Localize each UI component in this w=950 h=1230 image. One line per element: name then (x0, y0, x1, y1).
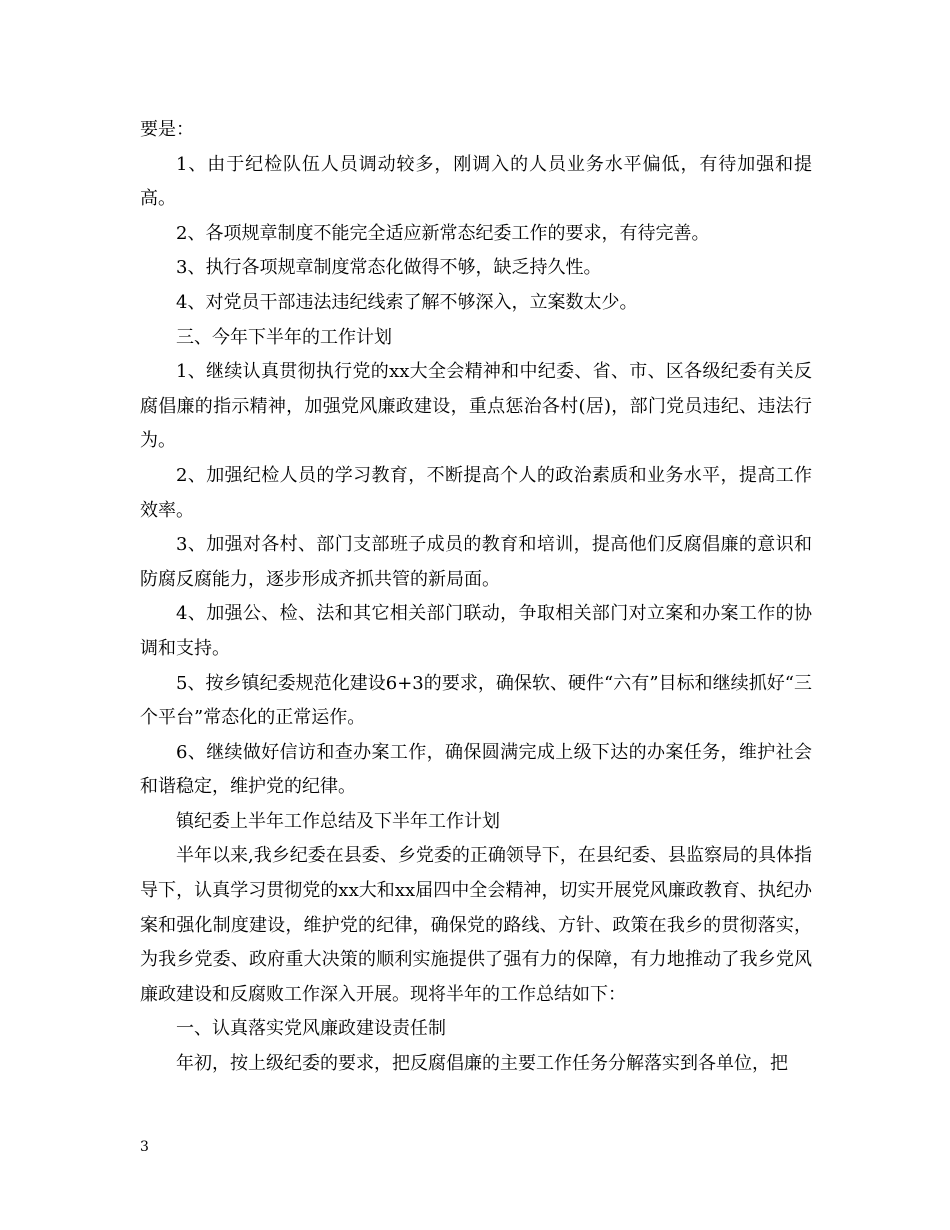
document-body (140, 113, 812, 1082)
paragraph: 镇纪委上半年工作总结及下半年工作计划 (176, 810, 500, 832)
paragraph: 4、对党员干部违法违纪线索了解不够深入，立案数太少。 (176, 291, 638, 313)
paragraph: 2、加强纪检人员的学习教育，不断提高个人的政治素质和业务水平，提高工作效率。 (140, 464, 812, 521)
paragraph: 一、认真落实党风廉政建设责任制 (176, 1018, 446, 1040)
paragraph: 半年以来,我乡纪委在县委、乡党委的正确领导下，在县纪委、县监察局的具体指导下，认真学习贯彻党的xx大和xx届四中全会精神，切实开展党风廉政教育、执纪办案和强化制度建设，维护党的纪律，确保党的路线、方针、政策在我乡的贯彻落实，为我乡党委、政府重大决策的顺利实施提供了强有力的保障，有力地推动了我乡党风廉政建设和反腐败工作深入开展。现将半年的工作总结如下： (140, 845, 812, 1005)
paragraph: 3、执行各项规章制度常态化做得不够，缺乏持久性。 (176, 257, 602, 279)
page-number: 3 (140, 1139, 149, 1155)
paragraph: 5、按乡镇纪委规范化建设6+3的要求，确保软、硬件“六有”目标和继续抓好“三个平台”常态化的正常运作。 (140, 672, 812, 729)
paragraph: 6、继续做好信访和查办案工作，确保圆满完成上级下达的办案任务，维护社会和谐稳定，维护党的纪律。 (140, 741, 812, 798)
paragraph: 年初，按上级纪委的要求，把反腐倡廉的主要工作任务分解落实到各单位，把 (176, 1053, 788, 1075)
paragraph: 要是： (140, 119, 194, 140)
paragraph: 1、由于纪检队伍人员调动较多，刚调入的人员业务水平偏低，有待加强和提高。 (140, 153, 812, 210)
paragraph: 4、加强公、检、法和其它相关部门联动，争取相关部门对立案和办案工作的协调和支持。 (140, 603, 812, 659)
paragraph: 3、加强对各村、部门支部班子成员的教育和培训，提高他们反腐倡廉的意识和防腐反腐能力，逐步形成齐抓共管的新局面。 (140, 534, 812, 590)
paragraph: 三、今年下半年的工作计划 (176, 326, 392, 348)
paragraph: 2、各项规章制度不能完全适应新常态纪委工作的要求，有待完善。 (176, 222, 710, 244)
paragraph: 1、继续认真贯彻执行党的xx大全会精神和中纪委、省、市、区各级纪委有关反腐倡廉的指示精神，加强党风廉政建设，重点惩治各村(居)，部门党员违纪、违法行为。 (140, 361, 812, 452)
